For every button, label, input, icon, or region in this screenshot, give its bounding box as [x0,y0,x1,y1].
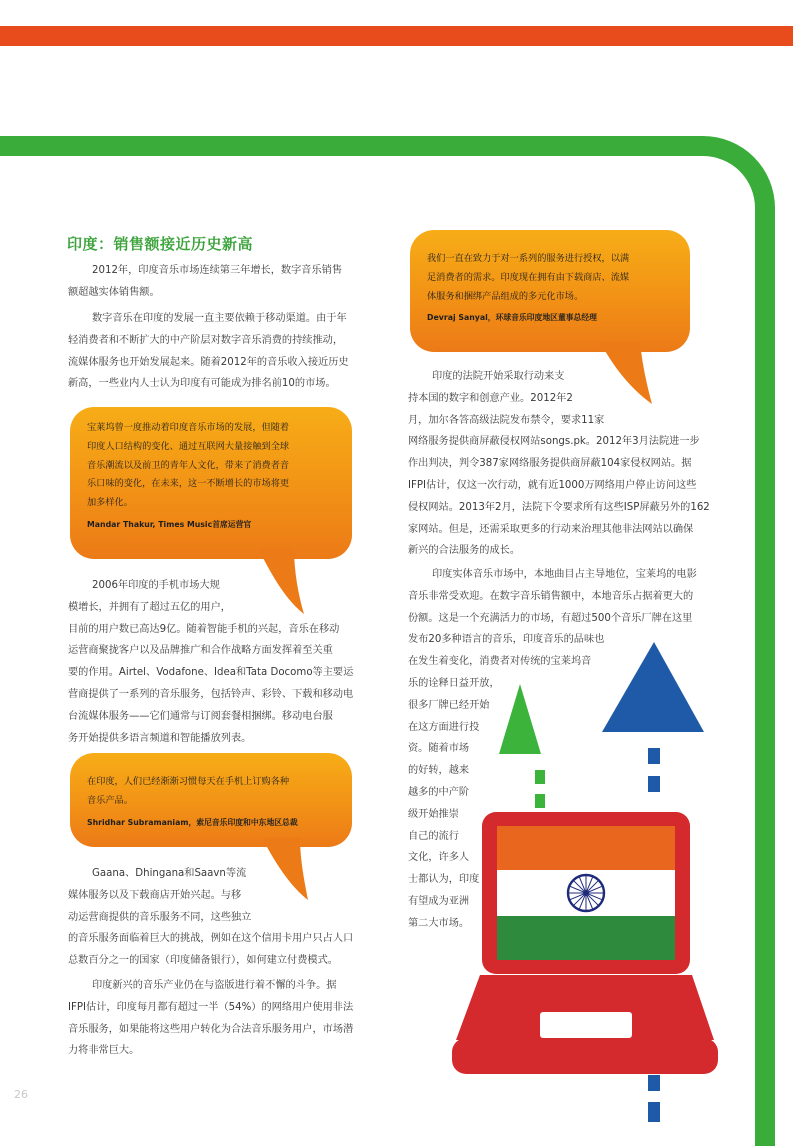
text-line: 音乐非常受欢迎。在数字音乐销售额中，本地音乐占据着更大的 [408,590,694,602]
text-line: 额超越实体销售额。 [68,286,160,298]
text-line: Gaana、Dhingana和Saavn等流 [92,868,247,879]
left-paragraph-3 [68,575,353,749]
quote-line: 体服务和捆绑产品组成的多元化市场。 [427,290,584,302]
text-line: 流媒体服务也开始发展起来。随着2012年的音乐收入接近历史 [68,356,349,368]
text-line: 资。随着市场 [408,743,470,755]
quote-bubble-mandar-thakur [70,407,352,559]
text-line: 力将非常巨大。 [68,1045,140,1057]
text-line: 新兴的合法服务的成长。 [408,545,521,557]
top-accent-bar [0,26,793,46]
text-line: 士都认为，印度 [408,874,480,886]
text-line: 的好转，越来 [408,765,470,777]
quote-line: 印度人口结构的变化、通过互联网大量接触到全球 [87,440,290,452]
text-line: 印度的法院开始采取行动来支 [432,371,565,382]
quote-bubble-shridhar-subramaniam [70,753,352,847]
text-line: 级开始推崇 [408,808,459,820]
page-number: 26 [14,1088,28,1101]
quote-line: 加多样化。 [87,497,133,509]
text-line: 2006年印度的手机市场大规 [92,580,220,591]
left-paragraph-2 [68,308,349,395]
text-line: 乐的诠释日益开放， [408,677,500,689]
text-line: 2012年，印度音乐市场连续第三年增长，数字音乐销售 [92,265,343,276]
text-line: 在发生着变化，消费者对传统的宝莱坞音 [408,656,592,668]
quote-source: Shridhar Subramaniam，索尼音乐印度和中东地区总裁 [87,817,298,827]
text-line: 印度新兴的音乐产业仍在与盗版进行着不懈的斗争。据 [92,980,337,991]
text-line: 要的作用。Airtel、Vodafone、Idea和Tata Docomo等主要运 [68,667,354,679]
quote-line: 在印度，人们已经渐渐习惯每天在手机上订购各种 [87,776,290,787]
text-line: 印度实体音乐市场中，本地曲目占主导地位，宝莱坞的电影 [432,569,697,580]
quote-bubble-devraj-sanyal [410,230,690,352]
text-line: 文化，许多人 [408,852,470,864]
text-line: 媒体服务以及下载商店开始兴起。与移 [68,889,242,901]
text-line: 音乐服务，如果能将这些用户转化为合法音乐服务用户，市场潜 [68,1023,354,1035]
text-line: 运营商聚拢客户以及品牌推广和合作战略方面发挥着至关重 [68,645,333,657]
text-line: 家网站。但是，还需采取更多的行动来治理其他非法网站以确保 [408,523,694,535]
left-paragraph-5 [68,975,353,1062]
quote-line: 足消费者的需求。印度现在拥有由下载商店、流媒 [427,271,630,283]
right-paragraph-1 [408,366,710,562]
text-line: 台流媒体服务——它们通常与订阅套餐相捆绑。移动电台服 [68,710,333,722]
quote-line: 音乐产品。 [87,794,133,806]
text-line: 第二大市场。 [408,917,470,929]
text-line: 月，加尔各答高级法院发布禁令，要求11家 [408,414,605,426]
text-line: 数字音乐在印度的发展一直主要依赖于移动渠道。由于年 [92,313,347,324]
text-line: 动运营商提供的音乐服务不同，这些独立 [68,911,252,923]
text-line: IFPI估计，仅这一次行动，就有近1000万网络用户停止访问这些 [408,479,697,491]
text-line: 越多的中产阶 [408,786,470,798]
text-line: 新高，一些业内人士认为印度有可能成为排名前10的市场。 [68,378,336,390]
quote-line: 宝莱坞曾一度推动着印度音乐市场的发展，但随着 [87,422,290,433]
text-line: 轻消费者和不断扩大的中产阶层对数字音乐消费的持续推动， [68,334,344,346]
text-line: 的音乐服务面临着巨大的挑战，例如在这个信用卡用户只占人口 [68,933,354,945]
left-paragraph-4 [68,863,353,972]
text-line: 在这方面进行投 [408,721,480,733]
quote-source: Devraj Sanyal，环球音乐印度地区董事总经理 [427,313,597,323]
text-line: 目前的用户数已高达9亿。随着智能手机的兴起，音乐在移动 [68,623,340,635]
text-line: 务开始提供多语言频道和智能播放列表。 [68,732,252,744]
text-line: 作出判决，判令387家网络服务提供商屏蔽104家侵权网站。据 [408,458,692,470]
quote-line: 我们一直在致力于对一系列的服务进行授权，以满 [427,253,630,264]
text-line: 份额。这是一个充满活力的市场，有超过500个音乐厂牌在这里 [408,612,693,624]
quote-source: Mandar Thakur, Times Music首席运营官 [87,519,252,529]
text-line: 自己的流行 [408,830,459,842]
text-line: 很多厂牌已经开始 [408,699,490,711]
text-line: 发布20多种语言的音乐，印度音乐的品味也 [408,634,605,646]
text-line: 有望成为亚洲 [408,895,470,907]
text-line: 网络服务提供商屏蔽侵权网站songs.pk。2012年3月法院进一步 [408,436,700,448]
section-title: 印度：销售额接近历史新高 [67,235,254,253]
text-line: 总数百分之一的国家（印度储备银行），如何建立付费模式。 [68,955,338,967]
text-line: 模增长，并拥有了超过五亿的用户， [68,601,231,613]
right-paragraph-2 [408,564,697,935]
text-line: 持本国的数字和创意产业。2012年2 [408,392,573,404]
left-paragraph-1 [68,260,342,304]
text-line: 营商提供了一系列的音乐服务，包括铃声、彩铃、下载和移动电 [68,688,354,700]
text-line: IFPI估计，印度每月都有超过一半（54%）的网络用户使用非法 [68,1001,354,1013]
quote-line: 乐口味的变化，在未来，这一不断增长的市场将更 [87,478,290,490]
quote-line: 音乐潮流以及前卫的青年人文化，带来了消费者音 [87,459,290,471]
text-line: 侵权网站。2013年2月，法院下令要求所有这些ISP屏蔽另外的162 [408,501,710,513]
